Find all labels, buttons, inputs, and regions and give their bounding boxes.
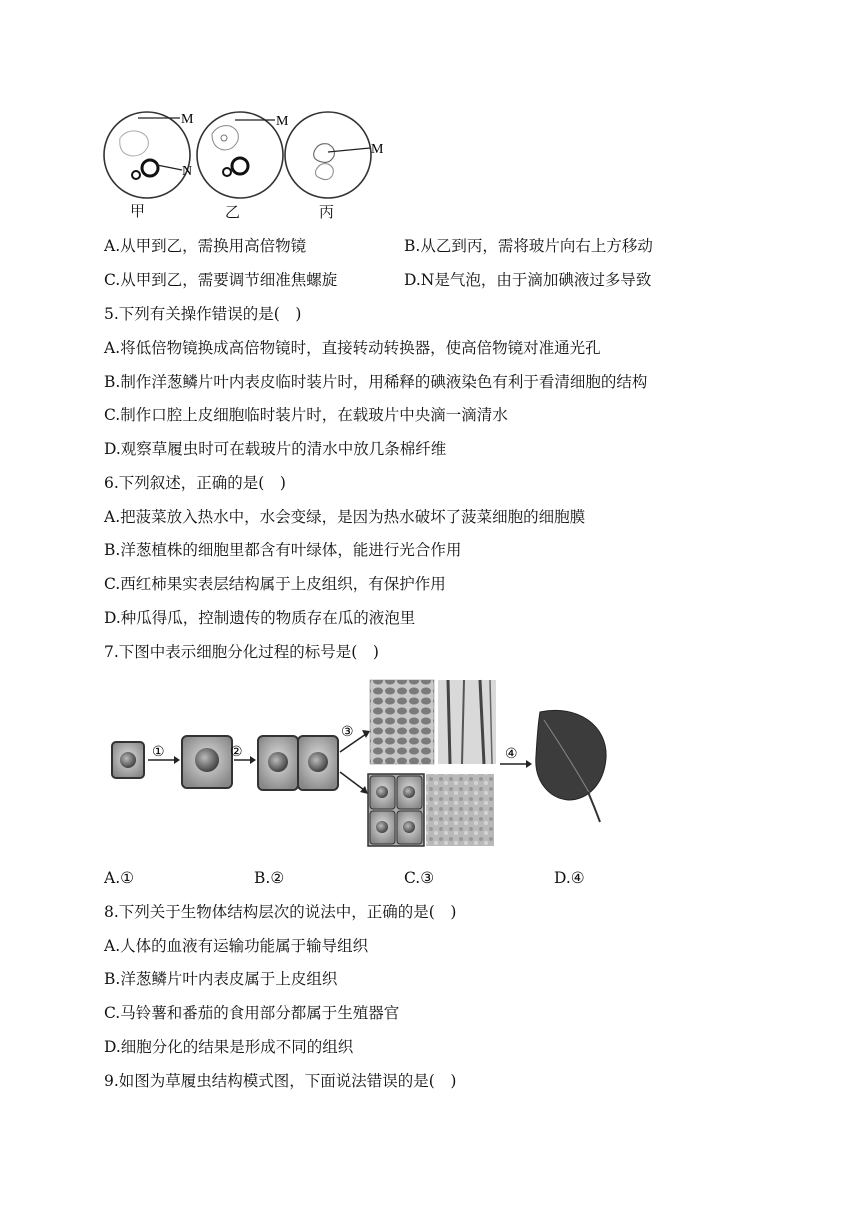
q6-option-b: B.洋葱植株的细胞里都含有叶绿体，能进行光合作用	[104, 541, 462, 559]
q4-option-c: C.从甲到乙，需要调节细准焦螺旋	[104, 271, 338, 289]
q8-stem: 8.下列关于生物体结构层次的说法中，正确的是( )	[104, 903, 457, 921]
step-label-2: ②	[230, 745, 243, 760]
arrow-2-head	[250, 756, 256, 764]
q5-option-c: C.制作口腔上皮细胞临时装片时，在载玻片中央滴一滴清水	[104, 406, 508, 424]
arrow-1-head	[174, 756, 180, 764]
q5-option-a: A.将低倍物镜换成高倍物镜时，直接转动转换器，使高倍物镜对准通光孔	[104, 339, 601, 357]
divided-nucleus-right	[308, 752, 328, 772]
tissue-parenchyma	[370, 680, 434, 764]
q8-option-a: A.人体的血液有运输功能属于输导组织	[104, 937, 369, 955]
step-label-3: ③	[341, 725, 354, 740]
q6-option-a: A.把菠菜放入热水中，水会变绿，是因为热水破坏了菠菜细胞的细胞膜	[104, 508, 586, 526]
q7-option-d: D.④	[554, 869, 585, 887]
cell-m-bing	[314, 144, 335, 163]
q6-option-c: C.西红柿果实表层结构属于上皮组织，有保护作用	[104, 575, 446, 593]
step-label-1: ①	[152, 745, 165, 760]
cell-differentiation-figure	[108, 676, 628, 854]
q4-option-a: A.从甲到乙，需换用高倍物镜	[104, 237, 307, 255]
q7-stem: 7.下图中表示细胞分化过程的标号是( )	[104, 643, 379, 661]
cell-m-jia	[120, 131, 149, 156]
cell-bing-2	[316, 164, 334, 180]
bubble-yi-2	[223, 168, 231, 176]
label-m-2: M	[276, 114, 289, 129]
step-label-4: ④	[505, 747, 518, 762]
field-jia	[104, 112, 193, 198]
tissue-epidermis	[426, 774, 494, 846]
q8-option-c: C.马铃薯和番茄的食用部分都属于生殖器官	[104, 1004, 400, 1022]
caption-yi: 乙	[225, 203, 241, 221]
q4-option-d: D.N是气泡，由于滴加碘液过多导致	[404, 271, 652, 289]
q5-option-d: D.观察草履虫时可在载玻片的清水中放几条棉纤维	[104, 440, 447, 458]
cell-m-yi	[212, 126, 238, 150]
q6-stem: 6.下列叙述，正确的是( )	[104, 474, 286, 492]
q5-option-b: B.制作洋葱鳞片叶内表皮临时装片时，用稀释的碘液染色有利于看清细胞的结构	[104, 373, 648, 391]
bubble-jia-2	[132, 171, 140, 179]
q8-option-b: B.洋葱鳞片叶内表皮属于上皮组织	[104, 970, 338, 988]
caption-jia: 甲	[130, 202, 146, 220]
meristem-nucleus-2	[403, 786, 415, 798]
field-bing	[285, 112, 371, 198]
q4-option-b: B.从乙到丙，需将玻片向右上方移动	[404, 237, 653, 255]
tissue-conducting	[438, 680, 496, 764]
q5-stem: 5.下列有关操作错误的是( )	[104, 305, 302, 323]
leaf-stalk	[588, 792, 600, 822]
pointer-n-jia	[157, 165, 182, 170]
nucleus-yi	[221, 135, 227, 141]
meristem-nucleus-3	[376, 821, 388, 833]
caption-bing: 丙	[319, 203, 335, 221]
q8-option-d: D.细胞分化的结果是形成不同的组织	[104, 1038, 354, 1056]
grown-cell-nucleus	[195, 748, 219, 772]
q7-option-b: B.②	[254, 869, 285, 887]
microscope-fields-figure	[100, 108, 400, 200]
meristem-nucleus-4	[403, 821, 415, 833]
meristem-nucleus-1	[376, 786, 388, 798]
label-n: N	[182, 164, 193, 179]
divided-nucleus-left	[268, 752, 288, 772]
vessel-line-1	[448, 680, 450, 764]
arrow-4-head	[526, 760, 532, 768]
label-m-1: M	[181, 112, 194, 127]
bubble-jia-1	[142, 160, 158, 176]
single-cell-nucleus	[120, 752, 136, 768]
q6-option-d: D.种瓜得瓜，控制遗传的物质存在瓜的液泡里	[104, 609, 416, 627]
q7-option-c: C.③	[404, 869, 435, 887]
q7-option-a: A.①	[104, 869, 135, 887]
label-m-3: M	[371, 142, 384, 157]
q9-stem: 9.如图为草履虫结构模式图，下面说法错误的是( )	[104, 1072, 457, 1090]
arrow-3-down	[340, 772, 364, 790]
bubble-yi-1	[232, 158, 248, 174]
field-yi	[197, 112, 283, 198]
